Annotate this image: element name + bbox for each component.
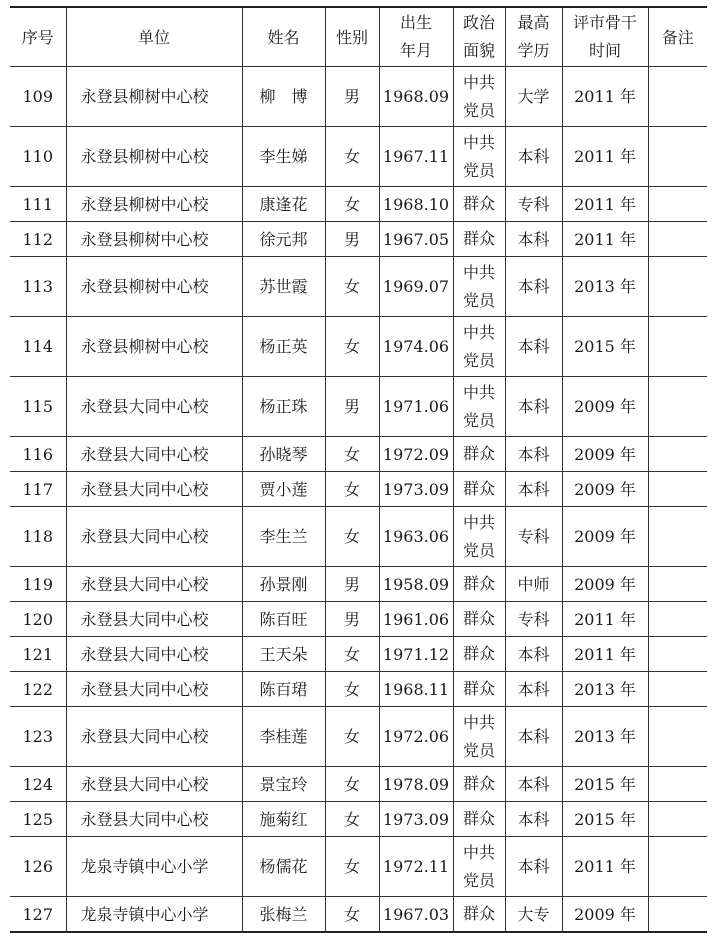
cell-unit: 永登县柳树中心校 [66,187,242,222]
cell-no: 110 [10,127,66,187]
cell-birth: 1973.09 [379,472,453,507]
cell-education: 大专 [505,897,562,933]
cell-unit: 永登县大同中心校 [66,602,242,637]
cell-name: 徐元邦 [242,222,325,257]
cell-birth: 1972.11 [379,837,453,897]
cell-unit: 永登县大同中心校 [66,672,242,707]
table-row [10,802,707,837]
cell-no: 109 [10,67,66,127]
cell-note [648,897,707,933]
cell-year: 2009 年 [562,507,648,567]
cell-birth: 1968.11 [379,672,453,707]
cell-birth: 1958.09 [379,567,453,602]
cell-politics-line: 中共 [462,842,495,862]
cell-politics-line: 群众 [462,574,495,593]
cell-politics-line: 党员 [462,410,495,430]
cell-gender: 女 [325,897,379,933]
cell-name: 杨儒花 [242,837,325,897]
header-politics [453,7,505,67]
cell-no: 114 [10,317,66,377]
cell-gender: 女 [325,802,379,837]
cell-gender: 女 [325,317,379,377]
cell-name: 康逢花 [242,187,325,222]
cell-politics-line: 中共 [462,712,495,732]
cell-education: 本科 [505,222,562,257]
cell-politics [453,802,505,837]
table-row [10,222,707,257]
cell-politics-line: 群众 [462,194,495,213]
cell-gender: 女 [325,472,379,507]
cell-year: 2011 年 [562,602,648,637]
cell-education: 本科 [505,377,562,437]
cell-gender: 女 [325,767,379,802]
cell-birth: 1973.09 [379,802,453,837]
cell-politics [453,472,505,507]
cell-name: 陈百珺 [242,672,325,707]
cell-note [648,472,707,507]
cell-unit: 永登县柳树中心校 [66,127,242,187]
cell-note [648,567,707,602]
cell-birth: 1971.12 [379,637,453,672]
cell-politics [453,672,505,707]
cell-birth: 1961.06 [379,602,453,637]
table-row [10,567,707,602]
header-politics-line1: 政治 [462,13,495,32]
cell-politics-line: 群众 [462,679,495,698]
cell-year: 2011 年 [562,67,648,127]
header-gender: 性别 [325,7,379,67]
cell-birth: 1972.09 [379,437,453,472]
cell-birth: 1967.11 [379,127,453,187]
cell-note [648,377,707,437]
cell-politics [453,767,505,802]
cell-politics [453,507,505,567]
table-row [10,127,707,187]
cell-education: 专科 [505,507,562,567]
cell-gender: 女 [325,637,379,672]
cell-education: 本科 [505,317,562,377]
cell-name: 施菊红 [242,802,325,837]
cell-no: 119 [10,567,66,602]
cell-politics [453,67,505,127]
cell-education: 本科 [505,472,562,507]
cell-education: 本科 [505,637,562,672]
cell-birth: 1967.05 [379,222,453,257]
cell-no: 124 [10,767,66,802]
cell-name: 王天朵 [242,637,325,672]
cell-politics-line: 中共 [462,322,495,342]
table-row [10,767,707,802]
cell-education: 本科 [505,437,562,472]
table-row [10,472,707,507]
cell-year: 2015 年 [562,767,648,802]
cell-no: 112 [10,222,66,257]
cell-name: 孙景刚 [242,567,325,602]
cell-no: 121 [10,637,66,672]
cell-no: 117 [10,472,66,507]
cell-unit: 龙泉寺镇中心小学 [66,897,242,933]
cell-politics-line: 党员 [462,350,495,370]
header-no: 序号 [10,7,66,67]
table-row [10,707,707,767]
table-row [10,897,707,933]
cell-politics-line: 群众 [462,444,495,463]
cell-name: 杨正英 [242,317,325,377]
cell-gender: 男 [325,67,379,127]
cell-no: 122 [10,672,66,707]
cell-politics [453,222,505,257]
table-row [10,602,707,637]
cell-politics-line: 群众 [462,774,495,793]
cell-politics-line: 党员 [462,100,495,120]
header-education [505,7,562,67]
table-row [10,507,707,567]
cell-note [648,222,707,257]
cell-birth: 1971.06 [379,377,453,437]
cell-birth: 1968.10 [379,187,453,222]
cell-unit: 永登县大同中心校 [66,507,242,567]
table-row [10,187,707,222]
cell-gender: 女 [325,127,379,187]
header-birth-line1: 出生 [399,13,432,32]
cell-birth: 1969.07 [379,257,453,317]
cell-no: 118 [10,507,66,567]
cell-gender: 女 [325,837,379,897]
cell-politics [453,602,505,637]
cell-education: 本科 [505,837,562,897]
cell-unit: 永登县柳树中心校 [66,317,242,377]
cell-education: 本科 [505,127,562,187]
cell-politics-line: 中共 [462,72,495,92]
header-education-line2: 学历 [517,41,550,60]
table-row [10,837,707,897]
cell-unit: 永登县大同中心校 [66,437,242,472]
cell-year: 2015 年 [562,317,648,377]
cell-politics-line: 群众 [462,809,495,828]
table-row [10,377,707,437]
cell-politics [453,707,505,767]
cell-education: 专科 [505,187,562,222]
cell-year: 2013 年 [562,672,648,707]
cell-no: 116 [10,437,66,472]
cell-gender: 男 [325,567,379,602]
cell-note [648,187,707,222]
cell-note [648,602,707,637]
cell-birth: 1974.06 [379,317,453,377]
cell-politics [453,257,505,317]
cell-year: 2013 年 [562,257,648,317]
cell-politics-line: 群众 [462,229,495,248]
cell-politics-line: 中共 [462,382,495,402]
cell-unit: 龙泉寺镇中心小学 [66,837,242,897]
cell-note [648,67,707,127]
cell-politics [453,187,505,222]
cell-note [648,767,707,802]
cell-politics-line: 群众 [462,609,495,628]
cell-note [648,802,707,837]
cell-no: 127 [10,897,66,933]
header-year-line2: 时间 [588,41,621,60]
cell-name: 陈百旺 [242,602,325,637]
cell-politics-line: 中共 [462,262,495,282]
cell-year: 2009 年 [562,377,648,437]
teacher-table [10,6,707,933]
cell-no: 111 [10,187,66,222]
cell-unit: 永登县柳树中心校 [66,67,242,127]
table-row [10,637,707,672]
cell-education: 本科 [505,257,562,317]
table-row [10,67,707,127]
cell-politics-line: 群众 [462,904,495,923]
cell-politics [453,897,505,933]
header-row [10,7,707,67]
cell-politics-line: 中共 [462,132,495,152]
cell-birth: 1978.09 [379,767,453,802]
cell-name: 柳 博 [242,67,325,127]
cell-year: 2011 年 [562,222,648,257]
cell-politics-line: 群众 [462,479,495,498]
cell-name: 李桂莲 [242,707,325,767]
cell-politics [453,127,505,187]
cell-education: 大学 [505,67,562,127]
cell-unit: 永登县柳树中心校 [66,257,242,317]
cell-no: 125 [10,802,66,837]
cell-name: 贾小莲 [242,472,325,507]
cell-year: 2013 年 [562,707,648,767]
cell-education: 专科 [505,602,562,637]
cell-unit: 永登县大同中心校 [66,802,242,837]
cell-gender: 女 [325,672,379,707]
cell-politics-line: 中共 [462,512,495,532]
cell-note [648,837,707,897]
cell-year: 2009 年 [562,472,648,507]
cell-birth: 1972.06 [379,707,453,767]
cell-year: 2009 年 [562,897,648,933]
cell-education: 本科 [505,767,562,802]
cell-no: 123 [10,707,66,767]
cell-education: 中师 [505,567,562,602]
cell-year: 2009 年 [562,437,648,472]
header-name: 姓名 [242,7,325,67]
cell-education: 本科 [505,802,562,837]
cell-unit: 永登县大同中心校 [66,707,242,767]
header-birth-line2: 年月 [399,41,432,60]
cell-note [648,317,707,377]
cell-gender: 女 [325,257,379,317]
cell-year: 2009 年 [562,567,648,602]
table-row [10,317,707,377]
cell-note [648,672,707,707]
cell-politics [453,637,505,672]
cell-gender: 女 [325,187,379,222]
cell-politics [453,317,505,377]
cell-note [648,507,707,567]
cell-note [648,637,707,672]
cell-gender: 女 [325,707,379,767]
table-row [10,257,707,317]
cell-birth: 1968.09 [379,67,453,127]
table-row [10,437,707,472]
cell-gender: 男 [325,222,379,257]
cell-name: 李生娣 [242,127,325,187]
cell-note [648,437,707,472]
cell-no: 113 [10,257,66,317]
table-header [10,7,707,67]
cell-politics [453,567,505,602]
cell-gender: 女 [325,437,379,472]
cell-education: 本科 [505,707,562,767]
cell-name: 张梅兰 [242,897,325,933]
header-politics-line2: 面貌 [462,41,495,60]
cell-politics-line: 党员 [462,160,495,180]
cell-birth: 1963.06 [379,507,453,567]
cell-no: 126 [10,837,66,897]
cell-unit: 永登县大同中心校 [66,567,242,602]
header-year [562,7,648,67]
cell-gender: 女 [325,507,379,567]
cell-name: 李生兰 [242,507,325,567]
cell-no: 120 [10,602,66,637]
header-unit: 单位 [66,7,242,67]
cell-unit: 永登县大同中心校 [66,377,242,437]
cell-politics-line: 党员 [462,540,495,560]
header-education-line1: 最高 [517,13,550,32]
cell-note [648,707,707,767]
cell-name: 景宝玲 [242,767,325,802]
cell-politics-line: 党员 [462,870,495,890]
cell-no: 115 [10,377,66,437]
header-note: 备注 [648,7,707,67]
header-year-line1: 评市骨干 [572,13,637,32]
cell-politics-line: 党员 [462,740,495,760]
header-birth [379,7,453,67]
table-body [10,67,707,933]
cell-year: 2011 年 [562,837,648,897]
cell-gender: 男 [325,602,379,637]
cell-unit: 永登县柳树中心校 [66,222,242,257]
cell-name: 苏世霞 [242,257,325,317]
cell-gender: 男 [325,377,379,437]
cell-politics [453,837,505,897]
cell-name: 孙晓琴 [242,437,325,472]
cell-politics [453,377,505,437]
cell-note [648,257,707,317]
cell-year: 2011 年 [562,187,648,222]
table-row [10,672,707,707]
cell-education: 本科 [505,672,562,707]
cell-name: 杨正珠 [242,377,325,437]
cell-birth: 1967.03 [379,897,453,933]
cell-unit: 永登县大同中心校 [66,767,242,802]
cell-unit: 永登县大同中心校 [66,637,242,672]
cell-unit: 永登县大同中心校 [66,472,242,507]
cell-note [648,127,707,187]
cell-year: 2011 年 [562,637,648,672]
cell-year: 2011 年 [562,127,648,187]
cell-politics-line: 群众 [462,644,495,663]
cell-politics-line: 党员 [462,290,495,310]
cell-politics [453,437,505,472]
cell-year: 2015 年 [562,802,648,837]
